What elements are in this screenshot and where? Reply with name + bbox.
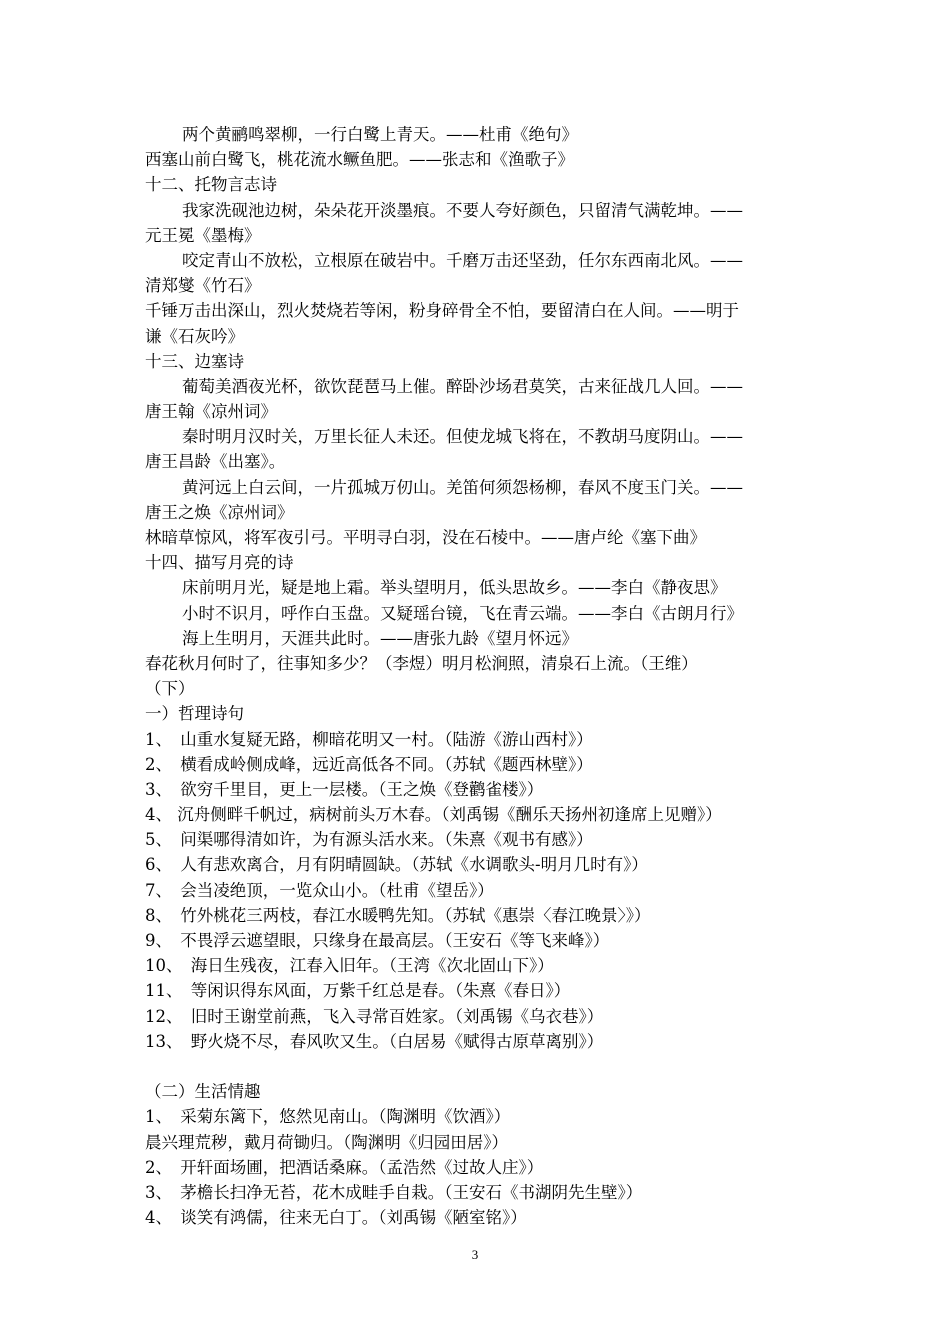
text-line: 3、 欲穷千里目，更上一层楼。（王之焕《登鹳雀楼》）	[145, 779, 544, 799]
text-line: 一）哲理诗句	[145, 704, 244, 724]
text-line: 唐王昌龄《出塞》。	[145, 452, 286, 472]
text-line: 黄河远上白云间，一片孤城万仞山。羌笛何须怨杨柳，春风不度玉门关。——	[182, 477, 743, 497]
text-line: 千锤万击出深山，烈火焚烧若等闲，粉身碎骨全不怕，要留清白在人间。——明于	[145, 301, 739, 321]
text-line: 1、 山重水复疑无路，柳暗花明又一村。（陆游《游山西村》）	[145, 729, 593, 749]
text-line: 6、 人有悲欢离合，月有阴晴圆缺。（苏轼《水调歌头-明月几时有》）	[145, 855, 648, 875]
text-line: 7、 会当凌绝顶，一览众山小。（杜甫《望岳》）	[145, 880, 494, 900]
text-line: 3、 茅檐长扫净无苔，花木成畦手自栽。（王安石《书湖阴先生壁》）	[145, 1182, 643, 1202]
text-line: 林暗草惊风，将军夜引弓。平明寻白羽，没在石棱中。——唐卢纶《塞下曲》	[145, 528, 706, 547]
document-body	[145, 122, 815, 1230]
text-line: 2、 横看成岭侧成峰，远近高低各不同。（苏轼《题西林壁》）	[145, 754, 593, 774]
text-line: 唐王翰《凉州词》	[145, 402, 277, 422]
text-line: 咬定青山不放松，立根原在破岩中。千磨万击还坚劲，任尔东西南北风。——	[182, 250, 743, 270]
text-line: 小时不识月，呼作白玉盘。又疑瑶台镜，飞在青云端。——李白《古朗月行》	[182, 603, 743, 623]
text-line: 床前明月光，疑是地上霜。举头望明月，低头思故乡。——李白《静夜思》	[182, 578, 727, 598]
text-line: （下）	[145, 679, 195, 699]
text-line: 我家洗砚池边树，朵朵花开淡墨痕。不要人夸好颜色，只留清气满乾坤。——	[182, 200, 743, 220]
text-line: 11、 等闲识得东风面，万紫千红总是春。（朱熹《春日》）	[145, 981, 571, 1001]
blank-line	[145, 1054, 815, 1079]
text-line: 十四、描写月亮的诗	[145, 553, 294, 573]
text-line: 13、 野火烧不尽，春风吹又生。（白居易《赋得古原草离别》）	[145, 1031, 604, 1051]
text-line: 2、 开轩面场圃，把酒话桑麻。（孟浩然《过故人庄》）	[145, 1157, 544, 1177]
text-line: 1、 采菊东篱下，悠然见南山。（陶渊明《饮酒》）	[145, 1107, 511, 1127]
text-line: 5、 问渠哪得清如许，为有源头活水来。（朱熹《观书有感》）	[145, 830, 593, 850]
text-line: 元王冕《墨梅》	[145, 225, 261, 245]
text-line: 谦《石灰吟》	[145, 326, 244, 346]
text-line: 秦时明月汉时关，万里长征人未还。但使龙城飞将在，不教胡马度阴山。——	[182, 427, 743, 447]
text-line: 清郑燮《竹石》	[145, 276, 261, 296]
text-line: 海上生明月，天涯共此时。——唐张九龄《望月怀远》	[182, 628, 578, 648]
text-line: 9、 不畏浮云遮望眼，只缘身在最高层。（王安石《等飞来峰》）	[145, 931, 610, 950]
text-line: 十二、托物言志诗	[145, 175, 277, 195]
text-line: 十三、边塞诗	[145, 351, 244, 371]
text-line: 西塞山前白鹭飞，桃花流水鳜鱼肥。——张志和《渔歌子》	[145, 150, 574, 170]
text-line: 12、 旧时王谢堂前燕，飞入寻常百姓家。（刘禹锡《乌衣巷》）	[145, 1006, 604, 1026]
text-line: 4、 沉舟侧畔千帆过，病树前头万木春。（刘禹锡《酬乐天扬州初逢席上见赠》）	[145, 805, 722, 825]
text-line: 10、 海日生残夜，江春入旧年。（王湾《次北固山下》）	[145, 956, 554, 976]
text-line: 春花秋月何时了，往事知多少？（李煜）明月松涧照，清泉石上流。（王维）	[145, 653, 698, 673]
text-line: 唐王之焕《凉州词》	[145, 502, 294, 522]
text-line: 葡萄美酒夜光杯，欲饮琵琶马上催。醉卧沙场君莫笑，古来征战几人回。——	[182, 376, 743, 396]
page-number: 3	[471, 1247, 479, 1262]
text-line: （二）生活情趣	[145, 1082, 261, 1102]
text-line: 晨兴理荒秽，戴月荷锄归。（陶渊明《归园田居》）	[145, 1132, 508, 1152]
text-line: 4、 谈笑有鸿儒，往来无白丁。（刘禹锡《陋室铭》）	[145, 1208, 527, 1228]
text-line: 两个黄鹂鸣翠柳，一行白鹭上青天。——杜甫《绝句》	[182, 125, 578, 144]
text-line: 8、 竹外桃花三两枝，春江水暖鸭先知。（苏轼《惠崇〈春江晚景〉》）	[145, 905, 651, 925]
